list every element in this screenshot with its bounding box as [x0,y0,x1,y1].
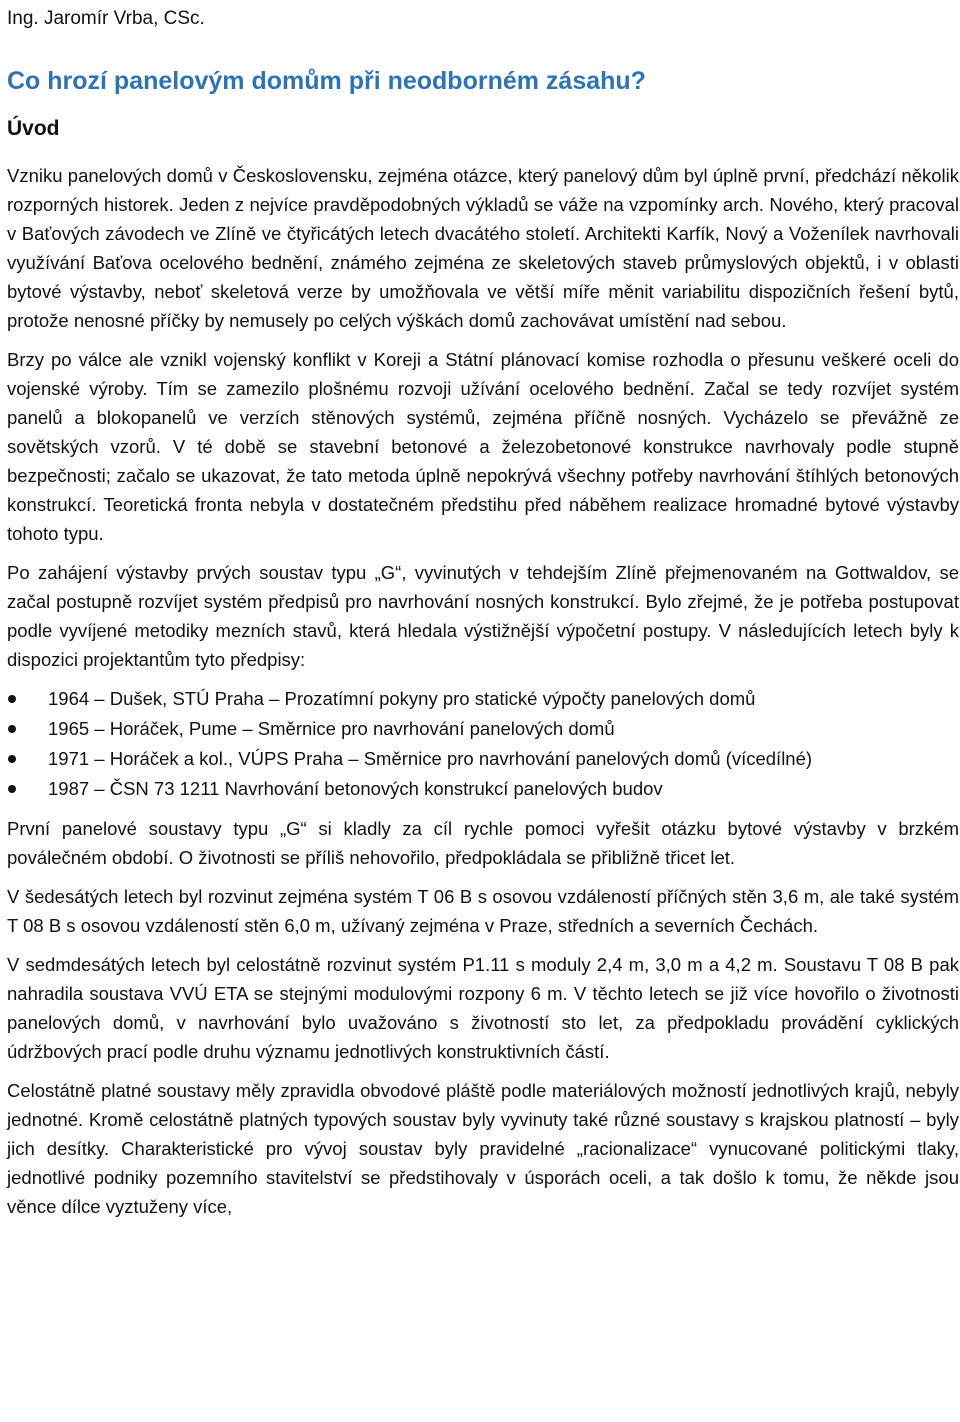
list-item [7,684,959,714]
paragraph: V sedmdesátých letech byl celostátně rozvinut systém P1.11 s moduly 2,4 m, 3,0 m a 4,2 m. Soustavu T 08 B pak nahradila soustava VVÚ ETA se stejnými modulovými rozpony 6 m. V těchto letech se již více hovořilo o životnosti panelových domů, v navrhování bylo uvažováno s životností sto let, za předpokladu provádění cyklických údržbových prací podle druhu významu jednotlivých konstruktivních částí. [7,954,959,1062]
paragraph: Vzniku panelových domů v Československu, zejména otázce, který panelový dům byl úplně první, předchází několik rozporných historek. Jeden z nejvíce pravděpodobných výkladů se váže na vzpomínky arch. Nového, který pracoval v Baťových závodech ve Zlíně ve čtyřicátých letech dvacátého století. Architekti Karfík, Nový a Voženílek navrhovali využívání Baťova ocelového bednění, známého zejména ze skeletových staveb průmyslových objektů, i v oblasti bytové výstavby, neboť skeletová verze by umožňovala ve větší míře měnit variabilitu dispozičních řešení bytů, protože nenosné příčky by nemusely po celých výškách domů zachovávat umístění nad sebou. [7,165,959,331]
list-item-text: 1987 – ČSN 73 1211 Navrhování betonových konstrukcí panelových budov [48,778,663,799]
regulations-list [7,684,959,804]
paragraph: V šedesátých letech byl rozvinut zejména systém T 06 B s osovou vzdáleností příčných stěn 3,6 m, ale také systém T 08 B s osovou vzdáleností stěn 6,0 m, užívaný zejména v Praze, středních a severních Čechách. [7,886,959,936]
list-item-text: 1965 – Horáček, Pume – Směrnice pro navrhování panelových domů [48,718,615,739]
list-item-text: 1964 – Dušek, STÚ Praha – Prozatímní pokyny pro statické výpočty panelových domů [48,688,756,709]
document-title: Co hrozí panelovým domům při neodborném zásahu? [7,67,646,95]
bullet-icon [8,785,16,793]
section-heading: Úvod [7,117,60,140]
paragraph: Brzy po válce ale vznikl vojenský konflikt v Koreji a Státní plánovací komise rozhodla o přesunu veškeré oceli do vojenské výroby. Tím se zamezilo plošnému rozvoji užívání ocelového bednění. Začal se tedy rozvíjet systém panelů a blokopanelů ve verzích stěnových systémů, zejména příčně nosných. Vycházelo se převážně ze sovětských vzorů. V té době se stavební betonové a železobetonové konstrukce navrhovaly podle stupně bezpečnosti; začalo se ukazovat, že tato metoda úplně nepokrývá všechny potřeby navrhování štíhlých betonových konstrukcí. Teoretická fronta nebyla v dostatečném předstihu před náběhem realizace hromadné bytové výstavby tohoto typu. [7,349,959,544]
document-page [7,0,959,1221]
list-item [7,774,959,804]
paragraph: Po zahájení výstavby prvých soustav typu „G“, vyvinutých v tehdejším Zlíně přejmenovaném na Gottwaldov, se začal postupně rozvíjet systém předpisů pro navrhování nosných konstrukcí. Bylo zřejmé, že je potřeba postupovat podle vyvíjené metodiky mezních stavů, která hledala výstižnější výpočetní postupy. V následujících letech byly k dispozici projektantům tyto předpisy: [7,562,959,670]
list-item-text: 1971 – Horáček a kol., VÚPS Praha – Směrnice pro navrhování panelových domů (vícedílné) [48,748,813,769]
paragraph: První panelové soustavy typu „G“ si kladly za cíl rychle pomoci vyřešit otázku bytové výstavby v brzkém poválečném období. O životnosti se příliš nehovořilo, předpokládala se přibližně třicet let. [7,818,959,868]
paragraph: Celostátně platné soustavy měly zpravidla obvodové pláště podle materiálových možností jednotlivých krajů, nebyly jednotné. Kromě celostátně platných typových soustav byly vyvinuty také různé soustavy s krajskou platností – byly jich desítky. Charakteristické pro vývoj soustav byly pravidelné „racionalizace“ vynucované politickými tlaky, jednotlivé podniky pozemního stavitelství se předstihovaly v úsporách oceli, a tak došlo k tomu, že někde jsou věnce dílce vyztuženy více, [7,1080,959,1217]
bullet-icon [8,695,16,703]
author-name: Ing. Jaromír Vrba, CSc. [7,8,205,29]
list-item [7,714,959,744]
bullet-icon [8,725,16,733]
list-item [7,744,959,774]
bullet-icon [8,755,16,763]
